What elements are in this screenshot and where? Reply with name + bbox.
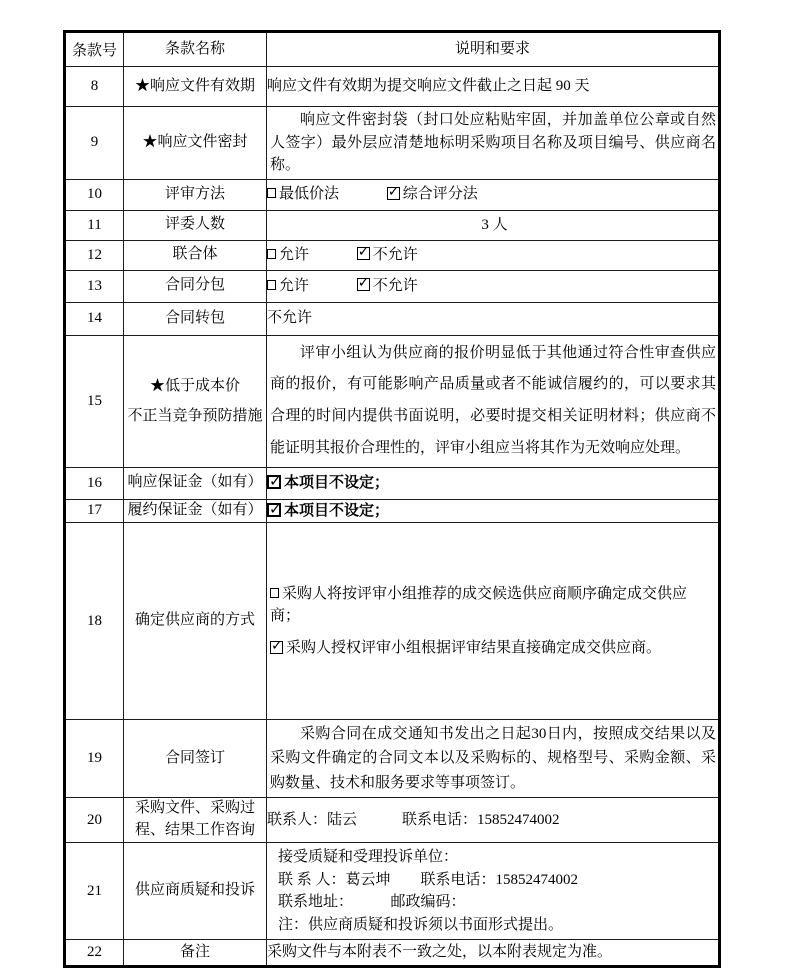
table-row <box>65 467 720 499</box>
table-row <box>65 335 720 467</box>
clause-number-cell: 12 <box>65 240 124 270</box>
table-row <box>65 843 720 940</box>
option-label: 本项目不设定； <box>284 474 390 491</box>
clause-desc-cell <box>267 843 720 940</box>
table-row <box>65 720 720 798</box>
option-label: 采购人将按评审小组推荐的成交候选供应商顺序确定成交供应商； <box>270 585 688 625</box>
header-clause-name: 条款名称 <box>124 32 267 67</box>
clause-desc-cell: 响应文件有效期为提交响应文件截止之日起 90 天 <box>267 67 720 107</box>
clause-number-cell: 18 <box>65 523 124 720</box>
clause-number-cell: 17 <box>65 499 124 523</box>
checkbox-unchecked-icon <box>267 249 276 259</box>
clause-number-cell: 13 <box>65 270 124 302</box>
clause-desc-cell: 3 人 <box>267 210 720 240</box>
clause-desc-cell: 联系人：陆云 联系电话：15852474002 <box>267 798 720 843</box>
clause-name-line: ★低于成本价 <box>149 378 240 395</box>
clause-name-cell: 合同签订 <box>124 720 267 798</box>
checkbox-checked-icon <box>267 503 281 517</box>
clause-desc-cell <box>267 179 720 210</box>
clause-name-cell: 采购文件、采购过程、结果工作咨询 <box>124 798 267 843</box>
contact-line: 接受质疑和受理投诉单位： <box>278 849 459 866</box>
clause-name-cell: 合同转包 <box>124 302 267 335</box>
table-row <box>65 302 720 335</box>
option-checked <box>267 475 389 491</box>
table-header-row <box>65 32 720 67</box>
option-unchecked <box>267 247 309 263</box>
clause-number-cell: 9 <box>65 107 124 180</box>
clause-desc-cell <box>267 270 720 302</box>
header-clause-no: 条款号 <box>65 32 124 67</box>
option-checked <box>387 186 478 202</box>
clauses-table <box>63 30 721 968</box>
option-label: 不允许 <box>372 277 418 294</box>
table-row <box>65 940 720 967</box>
option-checked <box>270 637 716 660</box>
option-label: 允许 <box>279 277 310 294</box>
clause-desc-cell <box>267 240 720 270</box>
clause-name-cell <box>124 335 267 467</box>
clause-number-cell: 10 <box>65 179 124 210</box>
option-label: 不允许 <box>372 246 418 263</box>
option-label: 采购人授权评审小组根据评审结果直接确定成交供应商。 <box>286 639 662 656</box>
contact-line: 联 系 人：葛云坤 联系电话：15852474002 <box>278 871 579 888</box>
clause-number-cell: 15 <box>65 335 124 467</box>
table-row <box>65 499 720 523</box>
checkbox-checked-icon <box>387 187 400 200</box>
clause-name-line: 不正当竞争预防措施 <box>127 408 263 425</box>
clause-name-cell: 评委人数 <box>124 210 267 240</box>
clause-name-cell: 供应商质疑和投诉 <box>124 843 267 940</box>
checkbox-checked-icon <box>357 278 370 291</box>
clause-desc-cell <box>267 467 720 499</box>
table-row <box>65 179 720 210</box>
clause-number-cell: 8 <box>65 67 124 107</box>
clause-name-cell: 履约保证金（如有） <box>124 499 267 523</box>
option-label: 允许 <box>279 246 310 263</box>
option-checked <box>267 503 389 519</box>
checkbox-checked-icon <box>267 475 281 489</box>
clause-desc-cell <box>267 523 720 720</box>
clause-desc-cell: 评审小组认为供应商的报价明显低于其他通过符合性审查供应商的报价，有可能影响产品质量或者不能诚信履约的，可以要求其合理的时间内提供书面说明，必要时提交相关证明材料；供应商不能证明其报价合理性的，评审小组应当将其作为无效响应处理。 <box>267 335 720 467</box>
clause-name-cell: 确定供应商的方式 <box>124 523 267 720</box>
clause-desc-cell: 不允许 <box>267 302 720 335</box>
checkbox-unchecked-icon <box>267 188 276 198</box>
option-unchecked <box>270 583 716 628</box>
clause-name-cell: 合同分包 <box>124 270 267 302</box>
option-checked <box>357 247 418 263</box>
clause-number-cell: 14 <box>65 302 124 335</box>
option-checked <box>357 278 418 294</box>
option-unchecked <box>267 278 309 294</box>
option-label: 综合评分法 <box>402 186 478 203</box>
clause-number-cell: 20 <box>65 798 124 843</box>
clause-desc-cell <box>267 499 720 523</box>
clause-desc-cell: 采购合同在成交通知书发出之日起30日内，按照成交结果以及采购文件确定的合同文本以及采购标的、规格型号、采购金额、采购数量、技术和服务要求等事项签订。 <box>267 720 720 798</box>
clause-desc-cell: 采购文件与本附表不一致之处，以本附表规定为准。 <box>267 940 720 967</box>
table-row <box>65 270 720 302</box>
clause-number-cell: 21 <box>65 843 124 940</box>
option-label: 本项目不设定； <box>284 502 390 519</box>
table-row <box>65 67 720 107</box>
clause-name-cell: 响应保证金（如有） <box>124 467 267 499</box>
clause-number-cell: 16 <box>65 467 124 499</box>
clause-name-cell: 备注 <box>124 940 267 967</box>
checkbox-checked-icon <box>270 641 283 654</box>
table-row <box>65 523 720 720</box>
clause-number-cell: 11 <box>65 210 124 240</box>
table-row <box>65 240 720 270</box>
header-clause-desc: 说明和要求 <box>267 32 720 67</box>
clause-name-cell: 评审方法 <box>124 179 267 210</box>
checkbox-unchecked-icon <box>270 588 279 598</box>
checkbox-checked-icon <box>357 247 370 260</box>
clause-name-cell: ★响应文件密封 <box>124 107 267 180</box>
checkbox-unchecked-icon <box>267 280 276 290</box>
clause-name-cell: ★响应文件有效期 <box>124 67 267 107</box>
table-row <box>65 107 720 180</box>
contact-line: 联系地址： 邮政编码： <box>278 894 466 911</box>
option-label: 最低价法 <box>279 186 340 203</box>
clause-name-cell: 联合体 <box>124 240 267 270</box>
clause-number-cell: 22 <box>65 940 124 967</box>
clause-number-cell: 19 <box>65 720 124 798</box>
contact-line: 注：供应商质疑和投诉须以书面形式提出。 <box>278 916 564 933</box>
clause-desc-cell: 响应文件密封袋（封口处应粘贴牢固，并加盖单位公章或自然人签字）最外层应清楚地标明采购项目名称及项目编号、供应商名称。 <box>267 107 720 180</box>
option-unchecked <box>267 186 339 202</box>
table-row <box>65 798 720 843</box>
table-row <box>65 210 720 240</box>
